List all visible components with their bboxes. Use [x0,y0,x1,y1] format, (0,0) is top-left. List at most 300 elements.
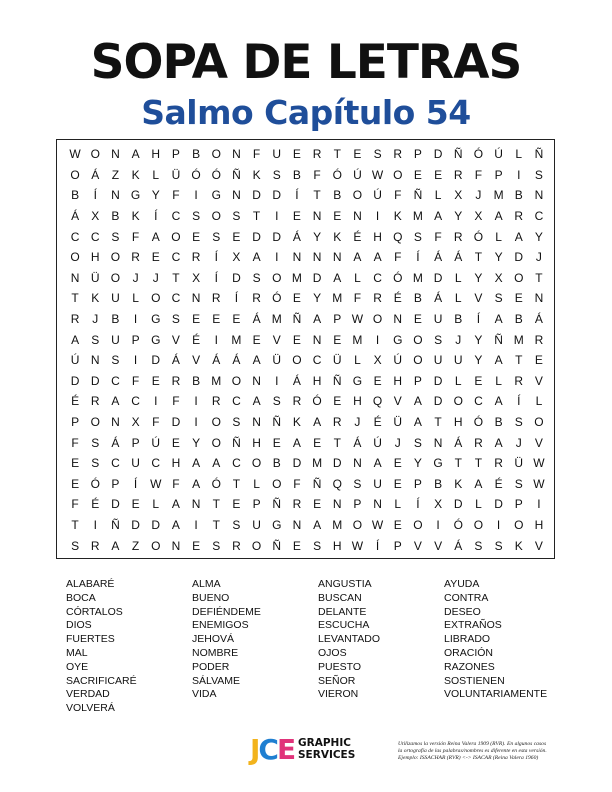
grid-cell: H [90,250,100,265]
grid-cell: S [91,435,100,450]
grid-cell: É [494,476,503,491]
grid-cell: E [333,209,342,224]
grid-cell: Y [474,353,483,368]
grid-cell: H [353,394,362,409]
grid-cell: J [354,415,361,430]
grid-cell: O [272,476,282,491]
grid-cell: Ñ [272,497,282,512]
grid-cell: B [434,476,443,491]
grid-cell: A [514,229,523,244]
grid-cell: E [192,538,201,553]
grid-cell: Ó [393,270,403,285]
grid-cell: M [412,270,423,285]
grid-cell: B [71,188,80,203]
grid-cell: M [231,332,242,347]
grid-cell: O [151,538,161,553]
grid-cell: S [91,456,100,471]
grid-cell: E [272,435,281,450]
grid-cell: T [474,250,483,265]
grid-cell: G [151,332,161,347]
grid-cell: F [152,415,160,430]
grid-cell: T [515,353,523,368]
grid-cell: O [372,312,383,327]
grid-cell: P [353,497,362,512]
grid-cell: D [292,456,302,471]
grid-cell: S [111,353,120,368]
grid-cell: D [272,229,282,244]
grid-cell: T [172,270,180,285]
grid-cell: S [272,394,281,409]
word-list-item: MAL [66,646,88,659]
grid-cell: A [434,209,443,224]
grid-cell: Í [375,538,380,553]
grid-cell: I [194,518,198,533]
grid-cell: M [513,332,524,347]
grid-cell: M [291,270,302,285]
grid-cell: W [533,456,545,471]
grid-cell: E [232,312,241,327]
grid-cell: D [433,270,443,285]
grid-cell: S [353,476,362,491]
grid-cell: O [110,270,121,285]
grid-cell: L [495,229,502,244]
word-list-item: NOMBRE [192,646,239,659]
note-line-2: la ortografía de las palabras/nombres es diferente en esta versión. [398,748,547,754]
grid-cell: D [111,497,120,512]
grid-cell: A [413,415,422,430]
logo-line-services: SERVICES [298,749,356,761]
grid-cell: L [152,167,160,182]
grid-cell: I [517,167,521,182]
grid-cell: O [251,456,262,471]
grid-cell: T [71,518,79,533]
grid-cell: Ñ [232,167,241,182]
grid-cell: C [312,353,322,368]
grid-cell: Ó [473,229,484,244]
grid-cell: H [393,373,403,388]
grid-cell: P [413,476,422,491]
grid-cell: P [171,147,180,162]
grid-cell: Á [292,373,301,388]
grid-cell: P [413,147,422,162]
grid-cell: S [313,538,322,553]
grid-cell: I [537,497,541,512]
grid-cell: Ü [171,167,181,182]
note-line-3: Ejemplo: ISSACHAR (RVR) <-> ISACAR (Reina Valera 1960) [398,755,539,761]
grid-cell: Í [214,250,218,265]
grid-cell: P [393,538,402,553]
grid-cell: Ó [90,476,100,491]
grid-cell: F [172,394,180,409]
grid-cell: F [474,167,483,182]
grid-cell: I [275,209,279,224]
word-list-item: DESEO [444,605,481,618]
word-list-item: BUENO [192,591,230,604]
grid-cell: O [413,518,423,533]
grid-cell: R [474,435,483,450]
grid-cell: Ó [473,147,484,162]
grid-cell: W [351,538,364,553]
grid-cell: E [474,373,483,388]
grid-cell: R [292,497,302,512]
grid-cell: B [494,415,503,430]
grid-cell: A [373,456,382,471]
grid-cell: Y [313,291,322,306]
grid-cell: Y [474,270,483,285]
grid-cell: F [172,188,180,203]
word-list-item: FUERTES [66,633,115,646]
grid-cell: U [433,353,443,368]
grid-cell: N [332,497,342,512]
grid-cell: Á [353,435,362,450]
grid-cell: C [111,456,120,471]
word-list-item: LIBRADO [444,633,491,646]
grid-cell: T [313,188,321,203]
grid-cell: C [151,456,161,471]
grid-cell: E [413,167,422,182]
grid-cell: A [373,250,382,265]
grid-cell: K [292,415,301,430]
grid-cell: Ó [332,167,342,182]
grid-cell: Y [494,250,503,265]
grid-cell: N [292,518,302,533]
grid-cell: Ñ [534,147,544,162]
grid-cell: S [272,167,281,182]
grid-cell: F [293,476,301,491]
grid-cell: Á [232,353,241,368]
grid-cell: I [436,518,440,533]
grid-cell: I [133,312,138,327]
grid-cell: Í [93,188,97,203]
grid-cell: X [131,415,140,430]
grid-cell: O [413,332,423,347]
grid-cell: H [332,538,342,553]
grid-cell: L [495,373,502,388]
word-list-item: SOSTIENEN [444,674,505,687]
grid-cell: E [413,312,422,327]
word-list-item: EXTRAÑOS [444,619,502,632]
grid-cell: Ó [211,167,221,182]
grid-cell: D [131,518,140,533]
grid-cell: B [514,312,523,327]
grid-cell: A [192,476,201,491]
grid-cell: K [454,476,463,491]
grid-cell: W [69,147,81,162]
grid-cell: D [433,147,443,162]
grid-cell: Q [332,476,342,491]
grid-cell: R [393,147,403,162]
grid-cell: J [535,250,542,265]
word-list-item: CÓRTALOS [66,605,123,618]
grid-cell: Ñ [413,188,423,203]
grid-cell: O [352,188,363,203]
grid-cell: O [514,270,524,285]
grid-cell: T [454,456,462,471]
grid-cell: N [171,538,181,553]
grid-cell: C [111,373,120,388]
grid-cell: F [71,497,79,512]
logo-line-graphic: GRAPHIC [298,737,351,749]
grid-cell: T [535,270,543,285]
grid-cell: H [453,415,463,430]
grid-cell: R [171,373,181,388]
grid-cell: O [90,147,100,162]
grid-cell: E [252,332,261,347]
grid-cell: Ó [312,394,322,409]
grid-cell: T [333,147,341,162]
grid-cell: V [413,538,422,553]
grid-cell: S [232,415,241,430]
grid-cell: K [131,167,140,182]
grid-cell: Í [154,209,158,224]
grid-cell: Í [517,394,521,409]
grid-cell: Ñ [292,312,302,327]
grid-cell: Í [416,497,420,512]
grid-cell: S [212,538,221,553]
grid-cell: A [494,209,503,224]
grid-cell: V [474,291,483,306]
grid-cell: N [252,373,261,388]
grid-cell: U [252,518,261,533]
grid-cell: P [494,167,503,182]
grid-cell: M [332,518,343,533]
grid-cell: G [151,312,161,327]
grid-cell: O [292,353,302,368]
grid-cell: R [332,415,342,430]
grid-cell: P [131,332,140,347]
grid-cell: J [132,270,139,285]
grid-cell: C [70,229,80,244]
grid-cell: P [413,373,422,388]
grid-cell: S [171,312,180,327]
grid-cell: S [474,538,483,553]
grid-cell: A [252,250,261,265]
grid-cell: A [171,497,180,512]
grid-cell: N [534,291,544,306]
grid-cell: G [433,456,443,471]
grid-cell: S [111,229,120,244]
word-list-item: CONTRA [444,591,489,604]
word-list-item: VIDA [192,688,217,701]
grid-cell: D [312,270,322,285]
grid-cell: L [535,394,543,409]
grid-cell: F [172,476,180,491]
grid-cell: Ñ [111,518,120,533]
grid-cell: M [352,332,363,347]
grid-cell: A [131,147,140,162]
grid-cell: B [192,147,201,162]
grid-cell: E [514,291,523,306]
grid-cell: R [494,456,503,471]
grid-cell: Ñ [332,373,342,388]
grid-cell: H [171,456,181,471]
grid-cell: A [252,394,261,409]
grid-cell: A [333,270,342,285]
word-list-item: BUSCAN [318,591,362,604]
grid-cell: L [354,353,361,368]
grid-cell: V [534,373,543,388]
grid-cell: Í [476,312,481,327]
grid-cell: D [70,373,80,388]
grid-cell: P [514,497,523,512]
grid-cell: E [534,353,543,368]
grid-cell: N [191,291,201,306]
grid-cell: P [252,497,261,512]
grid-cell: I [275,250,279,265]
word-list-item [192,702,318,716]
grid-cell: H [151,147,161,162]
grid-cell: N [111,147,120,162]
grid-cell: E [292,332,301,347]
grid-cell: Ú [70,353,80,368]
grid-cell: Ñ [272,538,282,553]
grid-cell: S [494,538,503,553]
grid-cell: W [371,518,384,533]
grid-cell: E [232,497,241,512]
grid-cell: E [151,373,160,388]
grid-cell: N [312,209,322,224]
grid-cell: M [312,456,323,471]
letter-grid [65,144,549,556]
grid-cell: N [111,188,120,203]
grid-cell: O [151,291,161,306]
word-list-item: ORACIÓN [444,646,494,659]
grid-cell: D [151,353,161,368]
grid-cell: S [212,229,221,244]
grid-cell: L [475,497,482,512]
version-note [398,741,598,762]
word-list-item: ANGUSTIA [318,578,372,590]
grid-cell: D [252,229,261,244]
grid-cell: H [373,229,382,244]
grid-cell: O [211,415,221,430]
grid-cell: Z [111,167,120,182]
grid-cell: Á [252,312,261,327]
grid-cell: A [494,435,503,450]
grid-cell: É [353,229,362,244]
grid-cell: G [130,188,141,203]
grid-cell: R [90,538,100,553]
grid-cell: E [393,476,402,491]
grid-cell: X [454,188,463,203]
grid-cell: N [312,332,322,347]
word-list-item: ALABARÉ [66,578,115,590]
grid-cell: E [393,456,402,471]
grid-cell: L [253,476,260,491]
grid-cell: D [232,270,241,285]
grid-cell: O [211,435,221,450]
grid-cell: D [433,394,443,409]
grid-cell: U [272,147,282,162]
grid-cell: Ú [353,167,362,182]
grid-cell: M [412,209,423,224]
grid-cell: R [70,312,80,327]
jce-logo [250,733,362,767]
grid-cell: Á [454,250,463,265]
grid-cell: O [70,167,80,182]
grid-cell: U [433,312,443,327]
grid-cell: P [71,415,80,430]
grid-cell: K [252,167,261,182]
grid-cell: I [93,518,97,533]
grid-cell: F [394,188,402,203]
grid-cell: C [534,209,544,224]
word-list-item: SÁLVAME [192,674,241,687]
grid-cell: E [212,312,221,327]
grid-cell: D [272,188,282,203]
grid-cell: S [494,291,503,306]
word-list-item: VOLUNTARIAMENTE [444,688,548,701]
word-list-item: RAZONES [444,660,495,673]
grid-cell: F [71,435,79,450]
grid-cell: C [131,394,140,409]
grid-cell: N [312,250,322,265]
grid-cell: É [393,291,402,306]
grid-cell: Ü [393,415,403,430]
grid-cell: E [292,209,301,224]
grid-cell: J [394,435,401,450]
grid-cell: F [252,147,261,162]
grid-cell: G [393,332,403,347]
grid-cell: E [393,518,402,533]
grid-cell: Á [71,209,80,224]
grid-cell: D [90,373,100,388]
grid-cell: T [252,209,261,224]
word-list-item: OYE [66,660,89,673]
grid-cell: A [151,229,160,244]
grid-cell: T [71,291,79,306]
grid-cell: D [151,518,161,533]
grid-cell: E [171,435,180,450]
grid-cell: I [133,353,138,368]
grid-cell: T [333,435,341,450]
grid-cell: P [111,476,120,491]
grid-cell: P [333,312,342,327]
grid-cell: A [494,394,503,409]
grid-cell: É [91,497,100,512]
grid-cell: É [71,394,80,409]
grid-cell: R [211,291,221,306]
grid-cell: O [90,415,100,430]
grid-cell: G [352,373,363,388]
grid-cell: C [474,394,483,409]
grid-cell: C [171,209,181,224]
grid-cell: X [373,353,382,368]
grid-cell: E [292,291,301,306]
grid-cell: E [333,394,342,409]
grid-cell: H [534,518,544,533]
grid-cell: N [232,188,241,203]
word-list-item [444,702,570,716]
grid-cell: Y [151,188,160,203]
grid-cell: X [232,250,241,265]
word-list-item: PODER [192,660,230,673]
grid-cell: D [171,415,181,430]
grid-cell: X [91,209,100,224]
grid-cell: E [232,229,241,244]
grid-cell: L [132,291,139,306]
page-title: SOPA DE LETRAS [90,35,522,90]
grid-cell: B [292,167,301,182]
grid-cell: O [473,518,484,533]
grid-cell: C [232,394,241,409]
grid-cell: T [232,476,241,491]
grid-cell: T [434,415,442,430]
grid-cell: S [252,270,261,285]
grid-cell: B [272,456,281,471]
grid-cell: N [111,415,120,430]
grid-cell: G [272,518,282,533]
